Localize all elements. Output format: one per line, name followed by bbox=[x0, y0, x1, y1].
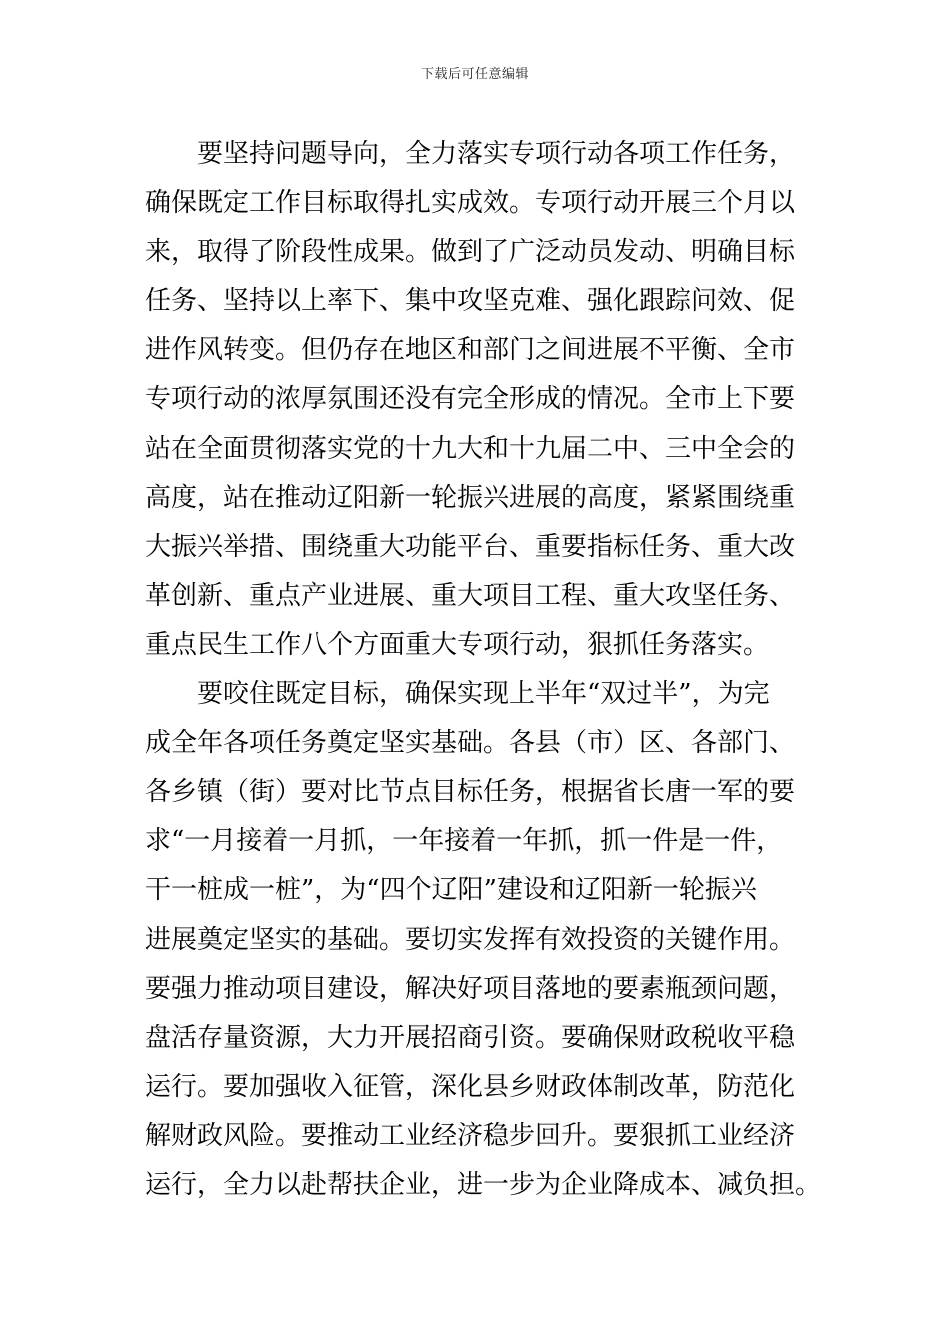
paragraph-2-line-4: 求“一月接着一月抓，一年接着一年抓，抓一件是一件， bbox=[145, 826, 783, 857]
paragraph-2-line-8: 盘活存量资源，大力开展招商引资。要确保财政税收平稳 bbox=[145, 1022, 796, 1053]
paragraph-2-line-9: 运行。要加强收入征管，深化县乡财政体制改革，防范化 bbox=[145, 1071, 796, 1102]
paragraph-1-line-1: 要坚持问题导向，全力落实专项行动各项工作任务， bbox=[197, 139, 796, 169]
paragraph-2-line-7: 要强力推动项目建设，解决好项目落地的要素瓶颈问题， bbox=[145, 973, 796, 1004]
paragraph-1-line-10: 革创新、重点产业进展、重大项目工程、重大攻坚任务、 bbox=[145, 580, 796, 611]
paragraph-1-line-8: 高度，站在推动辽阳新一轮振兴进展的高度，紧紧围绕重 bbox=[145, 482, 796, 513]
paragraph-2-line-11: 运行，全力以赴帮扶企业，进一步为企业降成本、减负担。 bbox=[145, 1169, 822, 1200]
paragraph-1-line-5: 进作风转变。但仍存在地区和部门之间进展不平衡、全市 bbox=[145, 335, 796, 366]
paragraph-1-line-3: 来，取得了阶段性成果。做到了广泛动员发动、明确目标 bbox=[145, 237, 796, 268]
paragraph-2-line-6: 进展奠定坚实的基础。要切实发挥有效投资的关键作用。 bbox=[145, 924, 796, 955]
paragraph-2-line-2: 成全年各项任务奠定坚实基础。各县（市）区、各部门、 bbox=[145, 728, 796, 759]
paragraph-1-line-9: 大振兴举措、围绕重大功能平台、重要指标任务、重大改 bbox=[145, 531, 796, 562]
paragraph-1-line-2: 确保既定工作目标取得扎实成效。专项行动开展三个月以 bbox=[145, 188, 796, 219]
paragraph-2-line-3: 各乡镇（街）要对比节点目标任务，根据省长唐一军的要 bbox=[145, 777, 796, 808]
document-body bbox=[145, 130, 822, 1210]
paragraph-1-line-7: 站在全面贯彻落实党的十九大和十九届二中、三中全会的 bbox=[145, 433, 796, 464]
paragraph-2-line-10: 解财政风险。要推动工业经济稳步回升。要狠抓工业经济 bbox=[145, 1120, 796, 1151]
paragraph-1-line-11: 重点民生工作八个方面重大专项行动，狠抓任务落实。 bbox=[145, 629, 770, 660]
header-note: 下载后可任意编辑 bbox=[420, 67, 529, 82]
paragraph-2-line-1: 要咬住既定目标，确保实现上半年“双过半”，为完 bbox=[197, 679, 770, 710]
paragraph-1-line-4: 任务、坚持以上率下、集中攻坚克难、强化跟踪问效、促 bbox=[145, 286, 796, 317]
paragraph-2-line-5: 干一桩成一桩”，为“四个辽阳”建设和辽阳新一轮振兴 bbox=[145, 875, 757, 906]
paragraph-1-line-6: 专项行动的浓厚氛围还没有完全形成的情况。全市上下要 bbox=[145, 384, 796, 415]
